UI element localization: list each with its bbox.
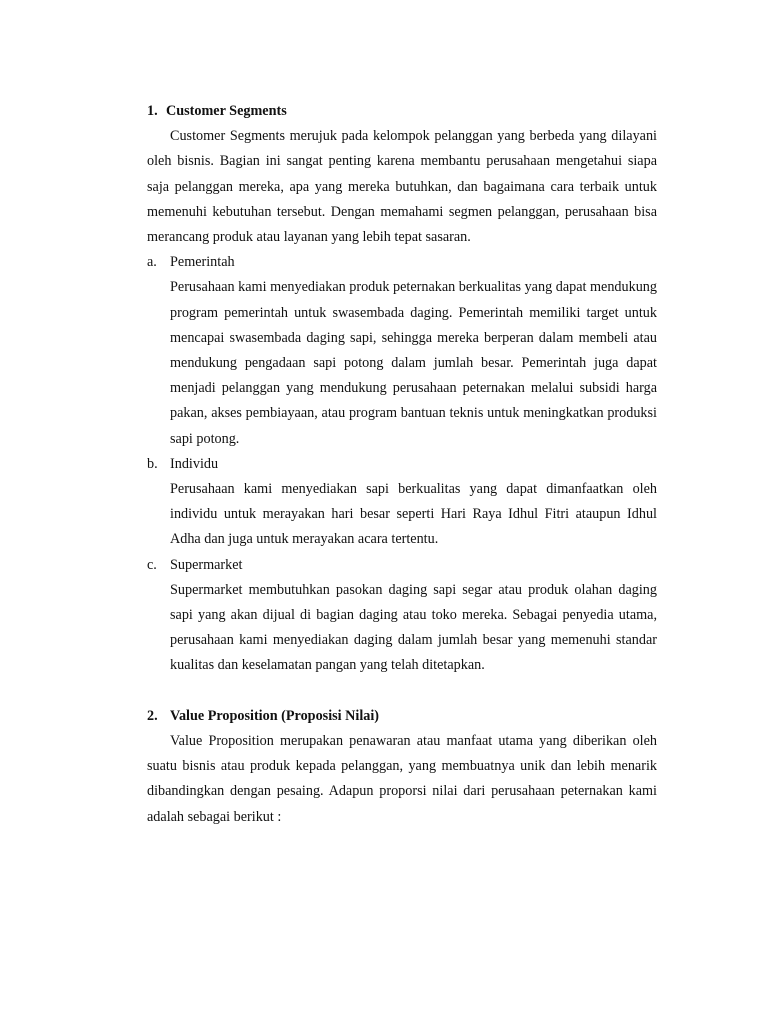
section-heading-customer-segments [147, 99, 657, 124]
list-item-label: Supermarket [170, 556, 243, 573]
section-spacer [147, 679, 657, 704]
section-title: Value Proposition (Proposisi Nilai) [170, 707, 380, 724]
section-title: Customer Segments [166, 103, 287, 119]
list-item-body: Perusahaan kami menyediakan produk peternakan berkualitas yang dapat mendukung program pemerintah untuk swasembada daging. Pemerintah memiliki target untuk mencapai swasembada daging sapi, sehingga mereka berperan dalam membeli atau mendukung pengadaan sapi potong dalam jumlah besar. Pemerintah juga dapat menjadi pelanggan yang mendukung perusahaan peternakan melalui subsidi harga pakan, akses pembiayaan, atau program bantuan teknis untuk meningkatkan produksi sapi potong. [170, 279, 657, 447]
document-page [147, 99, 657, 830]
section-number: 1. [147, 103, 158, 119]
section-heading-value-proposition [147, 704, 657, 729]
list-item-title-pemerintah [147, 250, 657, 275]
list-item-body: Perusahaan kami menyediakan sapi berkualitas yang dapat dimanfaatkan oleh individu untuk merayakan hari besar seperti Hari Raya Idhul Fitri ataupun Idhul Adha dan juga untuk merayakan acara tertentu. [170, 481, 657, 548]
list-item-label: Individu [170, 455, 219, 472]
section-number: 2. [147, 707, 158, 724]
list-letter: b. [147, 455, 158, 472]
list-item-body: Supermarket membutuhkan pasokan daging sapi segar atau produk olahan daging sapi yang akan dijual di bagian daging atau toko mereka. Sebagai penyedia utama, perusahaan kami menyediakan daging dalam jumlah besar yang memenuhi standar kualitas dan keselamatan pangan yang telah ditetapkan. [170, 581, 657, 674]
list-item-title-individu [147, 452, 657, 477]
list-letter: c. [147, 556, 157, 573]
list-letter: a. [147, 254, 157, 271]
list-item-label: Pemerintah [170, 254, 235, 271]
section-intro-paragraph: Value Proposition merupakan penawaran atau manfaat utama yang diberikan oleh suatu bisnis atau produk kepada pelanggan, yang membuatnya unik dan lebih menarik dibandingkan dengan pesaing. Adapun proporsi nilai dari perusahaan peternakan kami adalah sebagai berikut : [147, 733, 657, 825]
list-item-title-supermarket [147, 553, 657, 578]
section-intro-paragraph: Customer Segments merujuk pada kelompok pelanggan yang berbeda yang dilayani oleh bisnis. Bagian ini sangat penting karena membantu perusahaan mengetahui siapa saja pelanggan mereka, apa yang mereka butuhkan, dan bagaimana cara terbaik untuk memenuhi kebutuhan tersebut. Dengan memahami segmen pelanggan, perusahaan bisa merancang produk atau layanan yang lebih tepat sasaran. [147, 128, 657, 246]
